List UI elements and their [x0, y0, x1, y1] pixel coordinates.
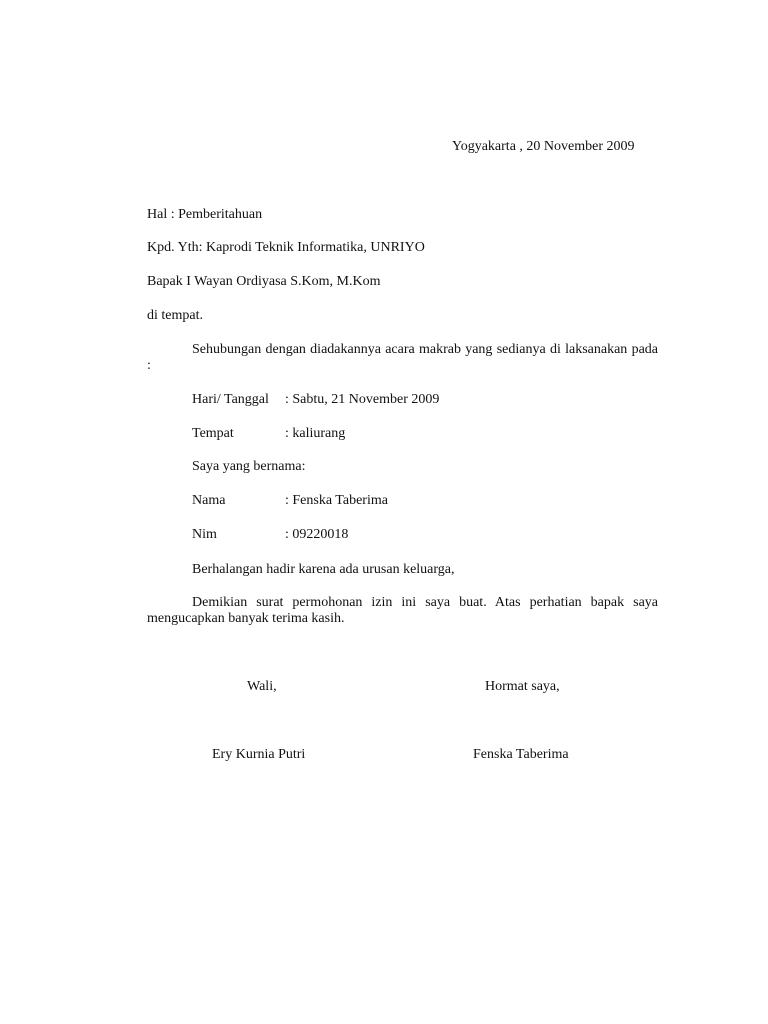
- reason-line: Berhalangan hadir karena ada urusan keluarga,: [192, 562, 455, 577]
- recipient-name: Bapak I Wayan Ordiyasa S.Kom, M.Kom: [147, 274, 381, 289]
- intro-name-line: Saya yang bernama:: [192, 459, 306, 474]
- student-nim-row: [192, 527, 348, 543]
- closing-paragraph: Demikian surat permohonan izin ini saya buat. Atas perhatian bapak saya mengucapkan banyak terima kasih.: [147, 595, 658, 626]
- student-name-label: Nama: [192, 493, 226, 508]
- signature-right-title: Hormat saya,: [485, 679, 560, 694]
- event-place-value: : kaliurang: [285, 426, 346, 441]
- student-nim-label: Nim: [192, 527, 217, 542]
- event-date-value: : Sabtu, 21 November 2009: [285, 392, 440, 407]
- signature-right-name: Fenska Taberima: [473, 747, 569, 762]
- student-nim-value: : 09220018: [285, 527, 349, 542]
- opening-paragraph: Sehubungan dengan diadakannya acara makrab yang sedianya di laksanakan pada :: [147, 342, 658, 373]
- recipient-line: Kpd. Yth: Kaprodi Teknik Informatika, UNRIYO: [147, 240, 425, 255]
- student-name-value: : Fenska Taberima: [285, 493, 388, 508]
- student-name-row: [192, 493, 388, 509]
- event-place-row: [192, 426, 345, 442]
- place-date: Yogyakarta , 20 November 2009: [452, 139, 635, 154]
- signature-left-title: Wali,: [247, 679, 277, 694]
- signature-left-name: Ery Kurnia Putri: [212, 747, 306, 762]
- event-date-label: Hari/ Tanggal: [192, 392, 269, 407]
- location-line: di tempat.: [147, 308, 203, 323]
- subject-line: Hal : Pemberitahuan: [147, 207, 263, 222]
- event-date-row: [192, 392, 439, 408]
- event-place-label: Tempat: [192, 426, 234, 441]
